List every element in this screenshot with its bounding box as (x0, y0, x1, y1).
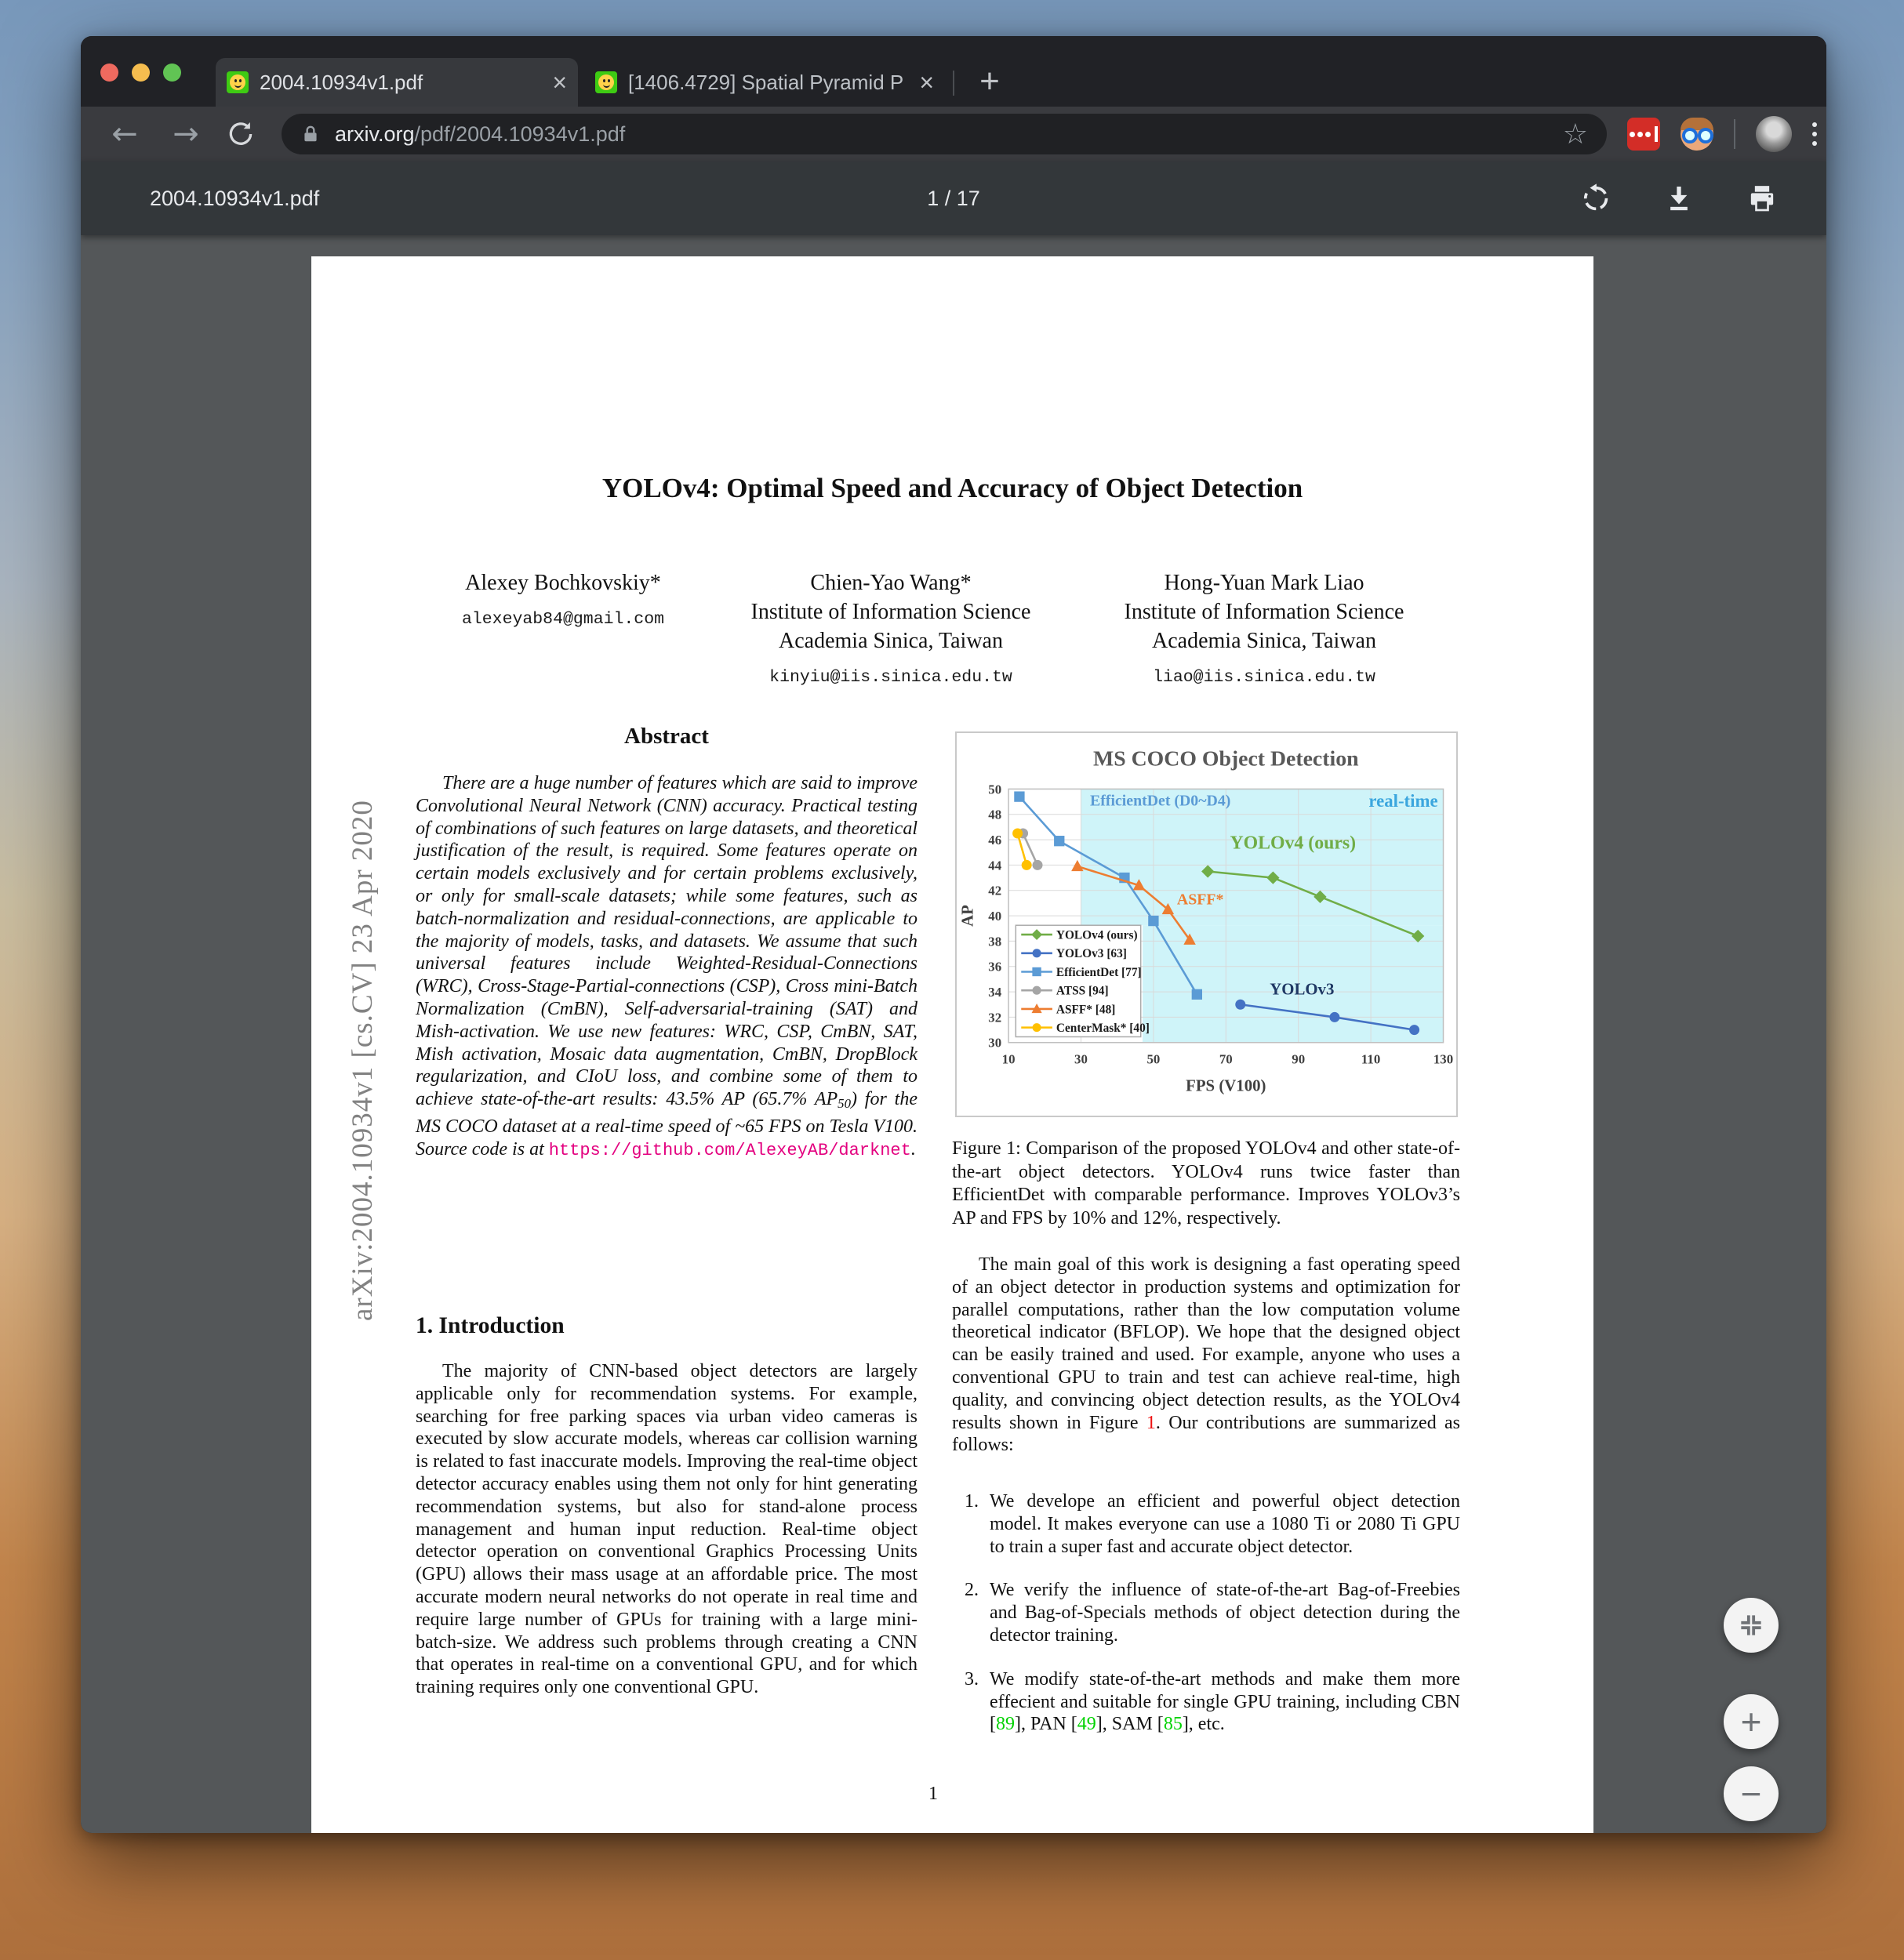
tab-strip (81, 36, 1826, 107)
svg-text:real-time: real-time (1368, 791, 1438, 811)
page-number: 1 (928, 1784, 938, 1804)
rotate-icon (1580, 183, 1611, 214)
svg-text:40: 40 (988, 909, 1002, 924)
tab-close-icon[interactable]: × (552, 68, 567, 96)
svg-text:36: 36 (988, 959, 1002, 975)
tab-divider (953, 71, 954, 96)
author-email: kinyiu@iis.sinica.edu.tw (769, 668, 1012, 687)
svg-text:46: 46 (988, 833, 1002, 848)
svg-text:MS COCO Object Detection: MS COCO Object Detection (1093, 746, 1359, 771)
author-affiliation: Academia Sinica, Taiwan (779, 629, 1003, 653)
pdf-page (311, 256, 1593, 1833)
author-affiliation: Institute of Information Science (750, 600, 1031, 624)
svg-text:50: 50 (988, 782, 1002, 797)
citation-link[interactable]: 89 (996, 1714, 1015, 1735)
url-path: /pdf/2004.10934v1.pdf (414, 122, 626, 146)
svg-text:30: 30 (1074, 1051, 1088, 1067)
tab-inactive-spatial-pyramid[interactable] (584, 58, 945, 107)
svg-text:38: 38 (988, 934, 1002, 949)
close-window-button[interactable] (100, 64, 118, 82)
abstract-text-part: . (910, 1138, 916, 1160)
tab-close-icon[interactable]: × (919, 68, 934, 96)
svg-text:90: 90 (1292, 1051, 1306, 1067)
author-affiliation: Academia Sinica, Taiwan (1152, 629, 1376, 653)
browser-window (81, 36, 1826, 1833)
svg-text:10: 10 (1001, 1051, 1016, 1067)
minimize-window-button[interactable] (132, 64, 150, 82)
figure-ref-link[interactable]: 1 (1146, 1412, 1156, 1433)
github-link[interactable]: https://github.com/AlexeyAB/darknet (548, 1140, 911, 1160)
svg-text:30: 30 (988, 1035, 1002, 1051)
author-column-1 (414, 568, 712, 634)
paper-title: YOLOv4: Optimal Speed and Accuracy of Object Detection (601, 473, 1303, 503)
pdf-toolbar (81, 162, 1826, 235)
arxiv-favicon-icon (227, 71, 249, 93)
contribution-item-3 (952, 1668, 1460, 1736)
abstract-text-part: ) for the MS COCO dataset at a real-time speed of ~65 FPS on Tesla V100. Source code is at (416, 1089, 917, 1160)
tab-title: 2004.10934v1.pdf (260, 70, 423, 94)
print-icon (1746, 183, 1778, 214)
author-name: Hong-Yuan Mark Liao (1164, 571, 1364, 595)
contribution-text-part: We modify state-of-the-art methods and make them more effecient and suitable for single GPU training, including CBN [ (990, 1668, 1460, 1735)
svg-text:FPS (V100): FPS (V100) (1186, 1076, 1266, 1095)
contribution-text-part: ], etc. (1182, 1714, 1225, 1735)
abstract-text-part: There are a huge number of features which are said to improve Convolutional Neural Network (CNN) accuracy. Practical testing of combinations of such features on large datasets, and theoretical justification of the result, is required. Some features operate on certain models exclusively and for certain problems exclusively, or only for small-scale datasets; while some features, such as batch-normalization and residual-connections, are applicable to the majority of models, tasks, and datasets. We assume that such universal features include Weighted-Residual-Connections (WRC), Cross-Stage-Partial-connections (CSP), Cross mini-Batch Normalization (CmBN), Self-adversarial-training (SAT) and Mish-activation. We use new features: WRC, CSP, CmBN, SAT, Mish activation, Mosaic data augmentation, CmBN, DropBlock regularization, and CIoU loss, and combine some of them to achieve state-of-the-art results: 43.5% AP (65.7% AP (416, 773, 917, 1110)
maximize-window-button[interactable] (163, 64, 181, 82)
svg-text:EfficientDet [77]: EfficientDet [77] (1056, 965, 1142, 979)
forward-button[interactable]: → (173, 116, 199, 152)
svg-text:CenterMask* [40]: CenterMask* [40] (1056, 1022, 1150, 1036)
svg-text:YOLOv4 (ours): YOLOv4 (ours) (1056, 928, 1138, 942)
author-column-2 (734, 568, 1048, 692)
figure-1-caption: Figure 1: Comparison of the proposed YOLOv4 and other state-of-the-art object detectors. YOLOv4 runs twice faster than EfficientDet with comparable performance. Improves YOLOv3’s AP and FPS by 10% and 12%, respectively. (952, 1138, 1460, 1229)
new-tab-button[interactable]: + (979, 62, 1000, 100)
ms-coco-chart (957, 733, 1456, 1116)
bookmark-star-icon[interactable]: ☆ (1562, 118, 1588, 151)
author-name: Chien-Yao Wang* (810, 571, 972, 595)
goal-text-part: The main goal of this work is designing a fast operating speed of an object detector in production systems and optimization for parallel computations, rather than the low computation volume theoretical indicator (BFLOP). We hope that the designed object can be easily trained and used. For example, anyone who uses a conventional GPU to train and test can achieve real-time, high quality, and convincing object detection results, as the YOLOv4 results shown in Figure (952, 1254, 1460, 1433)
extensions-area (1627, 116, 1825, 152)
abstract-text (416, 772, 917, 1163)
persona-extension-icon[interactable] (1681, 118, 1713, 151)
svg-text:YOLOv3 [63]: YOLOv3 [63] (1056, 947, 1127, 961)
arxiv-favicon-icon (595, 71, 617, 93)
author-column-3 (1088, 568, 1441, 692)
pdf-page-indicator: 1 / 17 (927, 186, 980, 210)
svg-text:44: 44 (988, 858, 1002, 873)
svg-text:AP: AP (957, 905, 977, 927)
author-name: Alexey Bochkovskiy* (465, 571, 661, 595)
list-number: 1. (965, 1491, 979, 1512)
zoom-out-button[interactable]: − (1724, 1766, 1779, 1821)
author-affiliation: Institute of Information Science (1124, 600, 1404, 624)
main-goal-paragraph (952, 1254, 1460, 1457)
author-email: liao@iis.sinica.edu.tw (1153, 668, 1375, 687)
contribution-text: We verify the influence of state-of-the-art Bag-of-Freebies and Bag-of-Specials methods of object detection during the detector training. (990, 1580, 1460, 1646)
address-bar[interactable] (282, 114, 1607, 154)
list-number: 3. (965, 1668, 979, 1690)
ap50-subscript: 50 (838, 1096, 851, 1112)
goal-text-part: . Our contributions are summarized as follows: (952, 1412, 1460, 1456)
nav-toolbar (81, 107, 1826, 162)
reload-icon (226, 119, 256, 149)
figure-1-chart (955, 731, 1458, 1117)
citation-link[interactable]: 49 (1077, 1714, 1096, 1735)
contribution-item-2 (952, 1579, 1460, 1646)
back-button[interactable]: ← (111, 116, 138, 152)
pdf-rotate-button[interactable] (1580, 183, 1611, 214)
pdf-print-button[interactable] (1746, 183, 1778, 214)
svg-text:ASFF*: ASFF* (1176, 891, 1224, 909)
svg-text:ATSS [94]: ATSS [94] (1056, 984, 1109, 998)
contributions-list (952, 1490, 1460, 1757)
url-text (335, 122, 1553, 147)
svg-text:50: 50 (1146, 1051, 1161, 1067)
introduction-paragraph: The majority of CNN-based object detectors are largely applicable only for recommendation systems. For example, searching for free parking spaces via urban video cameras is executed by slow accurate models, whereas car collision warning is related to fast inaccurate models. Improving the real-time object detector accuracy enables using them not only for hint generating recommendation systems, but also for stand-alone process management and human input reduction. Real-time object detector operation on conventional Graphics Processing Units (GPU) allows their mass usage at an affordable price. The most accurate modern neural networks do not operate in real time and require large number of GPUs for training with a large mini-batch-size. We address such problems through creating a CNN that operates in real-time on a conventional GPU, and for which training requires only one conventional GPU. (416, 1361, 917, 1698)
introduction-heading: 1. Introduction (416, 1313, 565, 1338)
tab-title: [1406.4729] Spatial Pyramid P (628, 70, 904, 94)
contribution-text: We develope an efficient and powerful object detection model. It makes everyone can use a 1080 Ti or 2080 Ti GPU to train a super fast and accurate object detector. (990, 1491, 1460, 1557)
svg-text:34: 34 (988, 985, 1002, 1000)
svg-text:YOLOv3: YOLOv3 (1270, 979, 1335, 999)
zoom-in-button[interactable]: + (1724, 1694, 1779, 1749)
profile-avatar[interactable] (1756, 116, 1792, 152)
window-controls (100, 64, 181, 82)
contribution-text-part: ], SAM [ (1096, 1714, 1164, 1735)
svg-text:130: 130 (1433, 1051, 1454, 1067)
svg-text:32: 32 (988, 1010, 1002, 1025)
svg-text:48: 48 (988, 807, 1002, 822)
download-icon (1663, 183, 1695, 214)
browser-menu-icon[interactable] (1812, 122, 1817, 146)
svg-text:42: 42 (988, 883, 1002, 898)
abstract-heading: Abstract (624, 724, 709, 749)
fit-to-page-button[interactable] (1724, 1598, 1779, 1653)
lock-icon (300, 122, 321, 146)
pdf-viewer (81, 235, 1826, 1833)
tab-active-pdf[interactable] (216, 58, 578, 107)
arxiv-sidebar-text: arXiv:2004.10934v1 [cs.CV] 23 Apr 2020 (347, 800, 379, 1322)
contribution-item-1 (952, 1490, 1460, 1558)
svg-text:ASFF* [48]: ASFF* [48] (1056, 1003, 1116, 1017)
contribution-text (990, 1668, 1460, 1736)
contribution-text-part: ], PAN [ (1015, 1714, 1077, 1735)
pdf-download-button[interactable] (1663, 183, 1695, 214)
svg-text:EfficientDet (D0~D4): EfficientDet (D0~D4) (1090, 792, 1231, 810)
author-email: alexeyab84@gmail.com (461, 610, 665, 629)
svg-text:110: 110 (1361, 1051, 1381, 1067)
pdf-filename: 2004.10934v1.pdf (150, 186, 320, 210)
citation-link[interactable]: 85 (1163, 1714, 1183, 1735)
list-number: 2. (965, 1580, 979, 1601)
lastpass-extension-icon[interactable] (1627, 118, 1660, 151)
toolbar-separator (1734, 119, 1735, 149)
fit-to-page-icon (1736, 1610, 1766, 1640)
url-domain: arxiv.org (335, 122, 415, 146)
svg-text:70: 70 (1219, 1051, 1233, 1067)
svg-text:YOLOv4 (ours): YOLOv4 (ours) (1230, 833, 1357, 854)
reload-button[interactable] (223, 117, 258, 151)
